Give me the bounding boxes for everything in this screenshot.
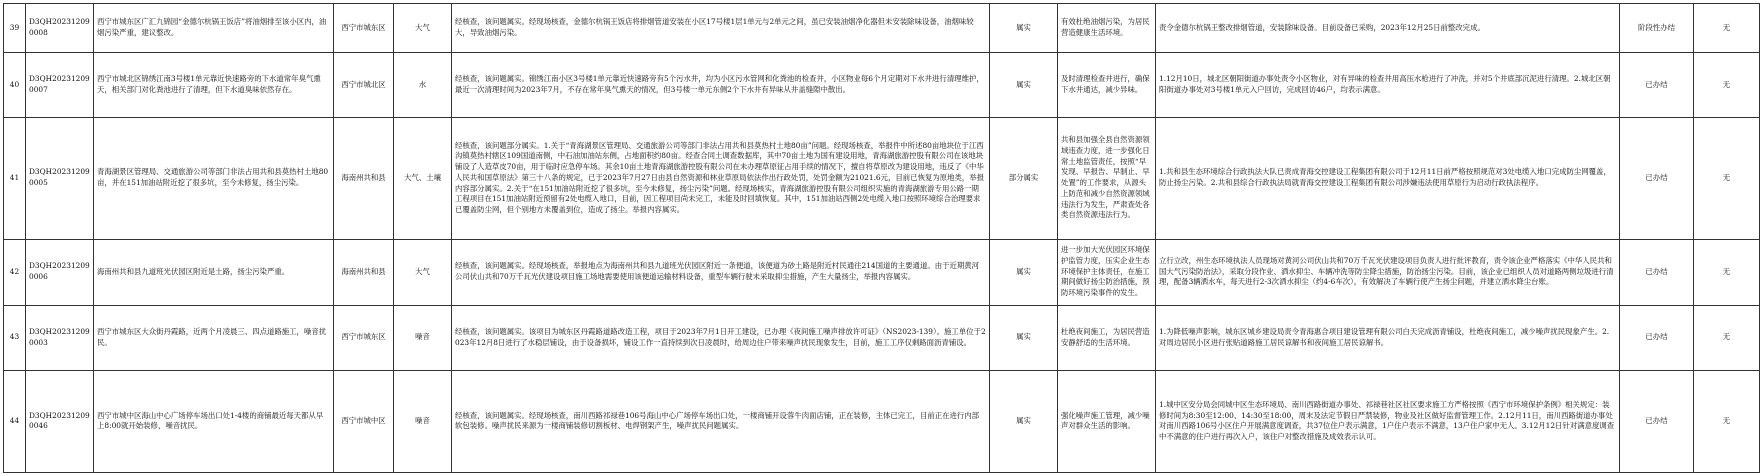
completion-status-cell bbox=[1620, 4, 1694, 53]
case-code: D3QH202312090006 bbox=[29, 261, 90, 282]
completion-status-cell bbox=[1620, 239, 1694, 305]
administrative-area-cell bbox=[334, 4, 394, 53]
rectification-measures-cell bbox=[1156, 370, 1620, 473]
administrative-area: 西宁市城东区 bbox=[341, 332, 386, 342]
rectification-goal-cell bbox=[1058, 117, 1156, 239]
investigation-result: 经核查，该问题属实。锦绣江南小区3号楼1单元靠近快速路旁有5个污水井，均为小区污水管网和化粪池的检查井，小区物业每6个月定期对下水井进行清理维护，最近一次清理时间为2023年7月，不存在常年臭气熏天的情况，但3号楼一单元东侧2个下水井有异味从井盖缝隙中散出。 bbox=[455, 74, 984, 94]
investigation-result: 经核查，该问题属实。经现场核查，举报地点为海南州共和县九道班光伏园区附近一条便道，该便道为砂土路是附近村民通往214国道的主要通道。由于近期黄河公司伏山共和70万千瓦光伏建设项目施工场地需要使用该便道运输材料设备，重型车辆行驶未采取抑尘措施，产生大量扬尘，举报内容属实。 bbox=[455, 261, 980, 282]
administrative-area-cell bbox=[334, 305, 394, 370]
rectification-measures: 1.共和县生态环境综合行政执法大队已责成青海交控建设工程集团有限公司于12月11日前严格按照规范对3处电缆入地口完成防尘网覆盖，防止扬尘污染。2.共和县综合行政执法局就青海交控建设工程集团有限公司涉嫌违法使用草原行为启动行政执法程序。 bbox=[1159, 167, 1611, 188]
administrative-area: 西宁市城中区 bbox=[341, 415, 386, 425]
rectification-goal: 有效杜绝油烟污染，为居民营造健康生活环境。 bbox=[1061, 17, 1150, 37]
administrative-area: 西宁市城东区 bbox=[341, 22, 386, 32]
administrative-area: 海南州共和县 bbox=[341, 172, 386, 182]
pollution-type-cell bbox=[394, 52, 452, 117]
rectification-measures: 责令金德尔杭锅王整改排烟管道，安装除味设备。目前设备已采购，2023年12月25日前整改完成。 bbox=[1159, 22, 1485, 32]
table-row bbox=[4, 117, 1760, 239]
rectification-goal-cell bbox=[1058, 305, 1156, 370]
row-number: 39 bbox=[9, 22, 20, 32]
completion-status: 阶段性办结 bbox=[1638, 22, 1675, 32]
case-code-cell bbox=[26, 52, 94, 117]
pollution-type-cell bbox=[394, 305, 452, 370]
investigation-result: 经核查，该问题属实。经现场核查，南川西路祁禄巷106号海山中心广场停车场出口处，一楼商铺开设蓉牛肉面店铺，正在装修，主体已完工，目前正在进行内部软包装修。噪声扰民来源为一楼商铺装修切割板材、电焊钢架产生，噪声扰民问题属实。 bbox=[455, 410, 980, 431]
rectification-measures-cell bbox=[1156, 305, 1620, 370]
complaint-description: 西宁市城北区锦绣江南3号楼1单元靠近快速路旁的下水道常年臭气熏天，相关部门对化粪池进行了清理，但下水道臭味依然存在。 bbox=[97, 74, 321, 94]
complaint-table bbox=[3, 3, 1760, 473]
case-code-cell bbox=[26, 4, 94, 53]
row-number-cell bbox=[4, 117, 26, 239]
row-number: 42 bbox=[9, 266, 20, 276]
rectification-goal: 及时清理检查井进行，确保下水井通达，减少异味。 bbox=[1061, 74, 1150, 94]
rectification-measures-cell bbox=[1156, 52, 1620, 117]
investigation-result-cell bbox=[452, 305, 990, 370]
complaint-description-cell bbox=[94, 305, 334, 370]
complaint-description: 西宁市城东区广汇九锦园“金德尔杭锅王饭店”将油烟排至该小区内，油烟污染严重，建议整改。 bbox=[97, 17, 327, 37]
case-code: D3QH202312090046 bbox=[29, 410, 90, 431]
accountability-status: 无 bbox=[1722, 332, 1731, 342]
complaint-description-cell bbox=[94, 370, 334, 473]
verdict-cell bbox=[990, 305, 1058, 370]
row-number-cell bbox=[4, 305, 26, 370]
case-code: D3QH202312090003 bbox=[29, 326, 90, 347]
row-number-cell bbox=[4, 4, 26, 53]
rectification-goal: 进一步加大光伏园区环境保护监管力度，压实企业生态环境保护主体责任，在施工期间做好扬尘防治措施，预防环境污染事件的发生。 bbox=[1061, 245, 1150, 298]
row-number-cell bbox=[4, 239, 26, 305]
complaint-description: 西宁市城东区大众街丹霞路，近两个月凌晨三、四点道路施工，噪音扰民。 bbox=[97, 326, 327, 347]
investigation-result-cell bbox=[452, 239, 990, 305]
verdict: 属实 bbox=[1016, 79, 1031, 89]
accountability-status: 无 bbox=[1722, 415, 1731, 425]
table-row bbox=[4, 52, 1760, 117]
rectification-measures: 1.为降低噪声影响，城东区城乡建设局责令青海惠合项目建设管理有限公司白天完成沥青铺设，杜绝夜间施工，减少噪声扰民现象产生。2.对周边居民小区进行张贴道路施工居民谅解书和夜间施工居民谅解书。 bbox=[1159, 326, 1610, 347]
administrative-area: 海南州共和县 bbox=[341, 266, 386, 276]
case-code: D3QH202312090007 bbox=[29, 74, 90, 94]
accountability-status-cell bbox=[1694, 4, 1760, 53]
rectification-goal-cell bbox=[1058, 4, 1156, 53]
completion-status: 已办结 bbox=[1645, 415, 1668, 425]
pollution-type: 大气 bbox=[415, 22, 430, 32]
pollution-type-cell bbox=[394, 4, 452, 53]
pollution-type: 噪音 bbox=[415, 332, 430, 342]
accountability-status-cell bbox=[1694, 370, 1760, 473]
accountability-status: 无 bbox=[1722, 79, 1731, 89]
pollution-type: 大气 bbox=[415, 266, 430, 276]
rectification-goal: 共和县加强全县自然资源领域违查力度，进一步强化日常土地监管责任，按照“早发现、早报告、早制止、早处置”的工作要求，从源头上防范和减少自然资源领域违法行为发生，严肃查处各类自然资源违法行为。 bbox=[1061, 135, 1150, 220]
verdict: 属实 bbox=[1016, 22, 1031, 32]
verdict-cell bbox=[990, 117, 1058, 239]
row-number: 40 bbox=[9, 79, 20, 89]
rectification-measures-cell bbox=[1156, 239, 1620, 305]
investigation-result: 经核查，该问题属实。该项目为城东区丹霞路道路改造工程，项目于2023年7月1日开工建设，已办理《夜间施工噪声排放许可证》（NS2023-139）。施工单位于2023年12月8日进行了水稳层铺设，由于设备损坏，铺设工作一直持续到次日凌晨时，给周边住户带来噪声扰民现象发生，目前，施工工序仅剩路面沥青铺设。 bbox=[455, 326, 986, 347]
investigation-result-cell bbox=[452, 117, 990, 239]
investigation-result: 经核查，该问题部分属实。1.关于“青海湖景区管理局、交通旅游公司等部门非法占用共和县莫热村土地80亩”问题。经现场核查，举报件中所述80亩地块位于江西沟镇莫热村辖区109国道南侧，中石油加油站东侧，占地面积约80亩。经查合同土调查数据库，其中70亩土地为国有建设用地，青海湖旅游控股有限公司在该地块铺设了人造草皮70亩，用于临时应急停车场。其余10亩土地青海湖旅游控股有限公司在未办理草原征占用手续的情况下，擅自将草原改为建设用地，违反了《中华人民共和国草原法》第三十八条的规定，已于2023年7月27日由县自然资源和林业草原局依法作出行政处罚，处罚金额为21021.6元，目前已恢复为原地类，举报内容部分属实。2.关于“在151加油站附近挖了很多坑，至今未修复，扬尘污染”问题。经现场核实，青海湖旅游控股有限公司组织实施的青海湖旅游专用公路一期工程项目在151加油站附近预留有2处电缆入地口，目前，因工程项目尚未完工，未能及时回填恢复。其中，151加油站西侧2处电缆入地口按照环境综合治理要求已覆盖防尘网，但个别地方未覆盖到位，造成了扬尘。举报内容属实。 bbox=[455, 140, 985, 215]
completion-status: 已办结 bbox=[1645, 79, 1668, 89]
accountability-status-cell bbox=[1694, 305, 1760, 370]
pollution-type-cell bbox=[394, 117, 452, 239]
rectification-goal-cell bbox=[1058, 239, 1156, 305]
case-code-cell bbox=[26, 117, 94, 239]
case-code-cell bbox=[26, 370, 94, 473]
pollution-type: 大气、土壤 bbox=[404, 172, 441, 182]
completion-status: 已办结 bbox=[1645, 332, 1668, 342]
administrative-area-cell bbox=[334, 52, 394, 117]
investigation-result-cell bbox=[452, 52, 990, 117]
rectification-measures: 立行立改，州生态环境执法人员现场对黄河公司伏山共和70万千瓦光伏建设项目负责人进行批评教育，责令该企业严格落实《中华人民共和国大气污染防治法》，采取分段作业、洒水抑尘、车辆冲洗等防尘降尘措施，防治扬尘污染。目前，该企业已组织人员对道路两侧垃圾进行清理，配备3辆洒水车，每天进行2-3次洒水抑尘（约4-6车次），有效解决了车辆行使产生扬尘问题，并建立洒水降尘台账。 bbox=[1159, 256, 1614, 287]
verdict: 属实 bbox=[1016, 266, 1031, 276]
accountability-status-cell bbox=[1694, 117, 1760, 239]
case-code: D3QH202312090005 bbox=[29, 167, 90, 188]
rectification-measures: 1.城中区安分局会同城中区生态环境局、南川西路街道办事处、祁禄巷社区社区要求施工方严格按照《西宁市环境保护条例》相关规定：装修时间为8:30至12:00、14:30至18:00，周末及法定节假日严禁装修，物业及社区做好监督管理工作。2.12月11日，南川西路街道办事处对南川西路106号小区住户开展满意度调查，共37位住户表示满意，1户住户表示不满意，13户住户家中无人。3.12月12日针对满意度调查中不满意的住户进行再次入户，该住户对整改措施及成效表示认可。 bbox=[1159, 399, 1615, 441]
verdict-cell bbox=[990, 239, 1058, 305]
case-code-cell bbox=[26, 305, 94, 370]
completion-status: 已办结 bbox=[1645, 172, 1668, 182]
accountability-status: 无 bbox=[1722, 172, 1731, 182]
rectification-goal-cell bbox=[1058, 370, 1156, 473]
rectification-goal: 强化噪声施工管理，减少噪声对群众生活的影响。 bbox=[1061, 410, 1150, 431]
completion-status-cell bbox=[1620, 370, 1694, 473]
investigation-result-cell bbox=[452, 370, 990, 473]
administrative-area-cell bbox=[334, 117, 394, 239]
accountability-status: 无 bbox=[1722, 266, 1731, 276]
administrative-area-cell bbox=[334, 370, 394, 473]
table-body bbox=[4, 4, 1760, 473]
rectification-goal-cell bbox=[1058, 52, 1156, 117]
pollution-type-cell bbox=[394, 370, 452, 473]
complaint-description-cell bbox=[94, 239, 334, 305]
administrative-area-cell bbox=[334, 239, 394, 305]
completion-status-cell bbox=[1620, 305, 1694, 370]
rectification-measures: 1.12月10日，城北区朝阳街道办事处责令小区物业，对有异味的检查井用高压水枪进行了冲洗，并对5个井底部沉泥进行清理。2.城北区朝阳街道办事处对3号楼1单元入户回访，完成回访46户，均表示满意。 bbox=[1159, 74, 1611, 94]
row-number: 43 bbox=[9, 332, 20, 342]
row-number-cell bbox=[4, 370, 26, 473]
table-row bbox=[4, 4, 1760, 53]
pollution-type: 噪音 bbox=[415, 415, 430, 425]
accountability-status-cell bbox=[1694, 239, 1760, 305]
complaint-description: 青海湖景区管理局、交通旅游公司等部门非法占用共和县莫热村土地80亩，并在151加油站附近挖了很多坑，至今未修复，扬尘污染。 bbox=[97, 167, 329, 188]
case-code: D3QH202312090008 bbox=[29, 17, 90, 37]
complaint-description-cell bbox=[94, 52, 334, 117]
rectification-measures-cell bbox=[1156, 117, 1620, 239]
row-number: 44 bbox=[9, 415, 20, 425]
case-code-cell bbox=[26, 239, 94, 305]
verdict-cell bbox=[990, 4, 1058, 53]
complaint-description: 海南州共和县九道班光伏园区附近是土路，扬尘污染严重。 bbox=[97, 266, 290, 276]
completion-status-cell bbox=[1620, 52, 1694, 117]
table-row bbox=[4, 370, 1760, 473]
completion-status: 已办结 bbox=[1645, 266, 1668, 276]
accountability-status-cell bbox=[1694, 52, 1760, 117]
pollution-type: 水 bbox=[418, 79, 427, 89]
completion-status-cell bbox=[1620, 117, 1694, 239]
verdict: 属实 bbox=[1016, 332, 1031, 342]
rectification-measures-cell bbox=[1156, 4, 1620, 53]
rectification-goal: 杜绝夜间施工，为居民营造安静舒适的生活环境。 bbox=[1061, 326, 1150, 347]
verdict-cell bbox=[990, 370, 1058, 473]
verdict-cell bbox=[990, 52, 1058, 117]
administrative-area: 西宁市城北区 bbox=[341, 79, 386, 89]
row-number-cell bbox=[4, 52, 26, 117]
table-row bbox=[4, 239, 1760, 305]
pollution-type-cell bbox=[394, 239, 452, 305]
complaint-description-cell bbox=[94, 117, 334, 239]
verdict: 属实 bbox=[1016, 415, 1031, 425]
investigation-result-cell bbox=[452, 4, 990, 53]
accountability-status: 无 bbox=[1722, 22, 1731, 32]
complaint-description: 西宁市城中区海山中心广场停车场出口处1-4楼的商铺最近每天都从早上8:00就开始装修，噪音扰民。 bbox=[97, 410, 324, 431]
table-row bbox=[4, 305, 1760, 370]
row-number: 41 bbox=[9, 172, 20, 182]
verdict: 部分属实 bbox=[1008, 172, 1039, 182]
complaint-description-cell bbox=[94, 4, 334, 53]
investigation-result: 经核查，该问题属实。经现场核查，金德尔杭锅王饭店将排烟管道安装在小区17号楼1层1单元与2单元之间，虽已安装油烟净化器但未安装除味设备，油烟味较大，导致油烟污染。 bbox=[455, 17, 974, 37]
